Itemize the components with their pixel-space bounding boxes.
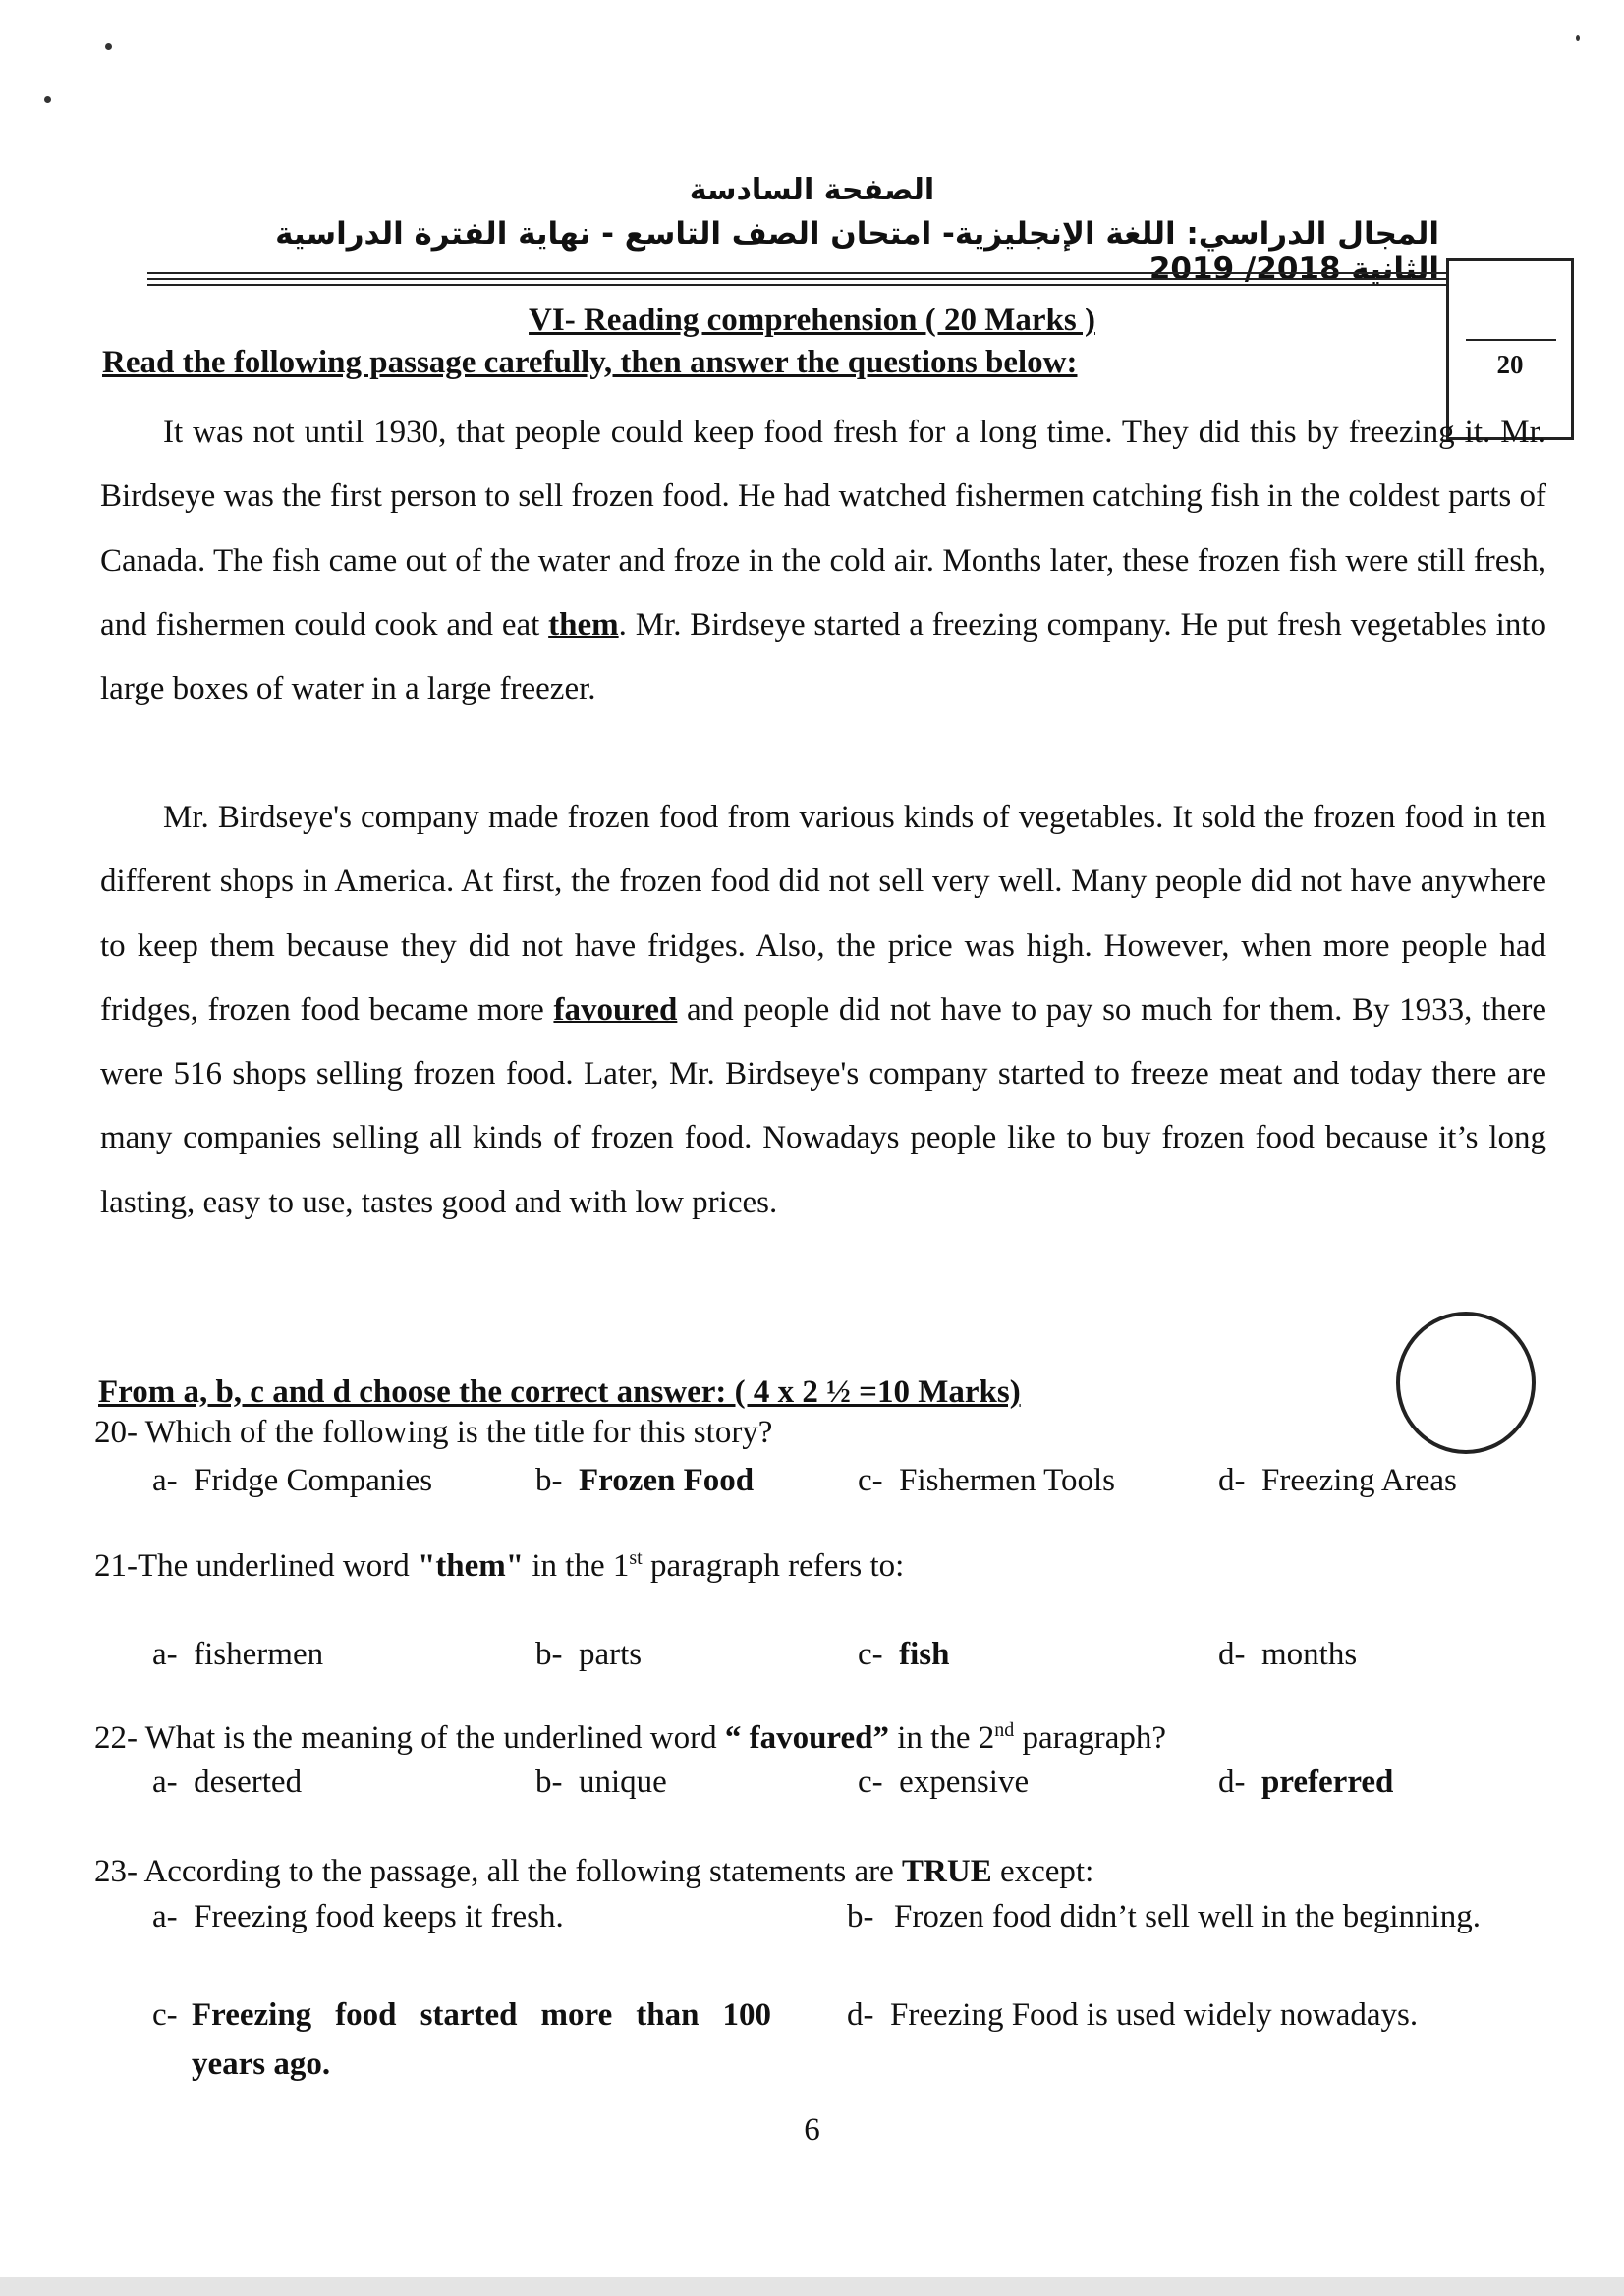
question-22: 22- What is the meaning of the underlined word “ favoured” in the 2nd paragraph? bbox=[94, 1719, 1167, 1756]
question-21: 21-The underlined word "them" in the 1st paragraph refers to: bbox=[94, 1547, 905, 1584]
questions-heading: From a, b, c and d choose the correct answer: ( 4 x 2 ½ =10 Marks) bbox=[98, 1374, 1021, 1410]
q21-option-d: d- months bbox=[1218, 1637, 1358, 1672]
q22-option-d: d- preferred bbox=[1218, 1764, 1394, 1800]
page-number: 6 bbox=[804, 2112, 820, 2148]
underlined-word-favoured: favoured bbox=[553, 991, 678, 1028]
reading-instructions: Read the following passage carefully, then answer the questions below: bbox=[102, 345, 1078, 380]
scan-edge-band bbox=[0, 2277, 1624, 2296]
subject-line: المجال الدراسي: اللغة الإنجليزية- امتحان الصف التاسع - نهاية الفترة الدراسية الثانية 2018/ 2019 bbox=[275, 216, 1439, 287]
marks-score-line bbox=[1466, 339, 1556, 341]
section-title: VI- Reading comprehension ( 20 Marks ) bbox=[529, 303, 1095, 338]
scan-speck bbox=[105, 43, 112, 50]
q23-option-d: d- Freezing Food is used widely nowadays. bbox=[847, 1997, 1419, 2033]
q20-option-c: c- Fishermen Tools bbox=[858, 1463, 1115, 1498]
q22-option-b: b- unique bbox=[535, 1764, 667, 1800]
q20-option-b: b- Frozen Food bbox=[535, 1463, 755, 1498]
q23-option-b: Frozen food didn’t sell well in the beginning. bbox=[894, 1899, 1481, 1934]
divider-line bbox=[147, 272, 1446, 274]
divider-line bbox=[147, 284, 1446, 286]
page-heading: الصفحة السادسة bbox=[689, 173, 935, 207]
q22-option-a: a- deserted bbox=[152, 1764, 303, 1800]
q23-option-c-letter: c- bbox=[152, 1997, 178, 2033]
q20-option-d: d- Freezing Areas bbox=[1218, 1463, 1457, 1498]
q22-option-c: c- expensive bbox=[858, 1764, 1030, 1800]
q23-option-c: Freezing food started more than 100 years ago. bbox=[192, 1997, 771, 2082]
question-23: 23- According to the passage, all the following statements are TRUE except: bbox=[94, 1854, 1094, 1889]
q23-option-a: a- Freezing food keeps it fresh. bbox=[152, 1899, 564, 1934]
q23-option-b-letter: b- bbox=[847, 1899, 874, 1934]
q21-option-c: c- fish bbox=[858, 1637, 950, 1672]
scan-speck bbox=[44, 96, 51, 103]
scan-speck bbox=[1576, 35, 1580, 41]
score-circle bbox=[1396, 1312, 1536, 1454]
marks-total: 20 bbox=[1496, 350, 1524, 379]
q21-option-a: a- fishermen bbox=[152, 1637, 324, 1672]
q21-option-b: b- parts bbox=[535, 1637, 643, 1672]
passage-paragraph-1: It was not until 1930, that people could keep food fresh for a long time. They did this by freezing it. Mr. Birdseye was the first person to sell frozen food. He had watched fishermen catching fish in the coldest parts of Canada. The fish came out of the water and froze in the cold air. Months later, these frozen fish were still fresh, and fishermen could cook and eat them. Mr. Birdseye started a freezing company. He put fresh vegetables into large boxes of water in a large freezer. bbox=[100, 415, 1547, 707]
passage-paragraph-2: Mr. Birdseye's company made frozen food from various kinds of vegetables. It sold the frozen food in ten different shops in America. At first, the frozen food did not sell very well. Many people did not have anywhere to keep them because they did not have fridges. Also, the price was high. However, when more people had fridges, frozen food became more favoured and people did not have to pay so much for them. By 1933, there were 516 shops selling frozen food. Later, Mr. Birdseye's company started to freeze meat and today there are many companies selling all kinds of frozen food. Nowadays people like to buy frozen food because it’s long lasting, easy to use, tastes good and with low prices. bbox=[100, 800, 1547, 1220]
underlined-word-them: them bbox=[548, 606, 619, 643]
divider-line bbox=[147, 278, 1446, 280]
question-20: 20- Which of the following is the title for this story? bbox=[94, 1415, 773, 1450]
q20-option-a: a- Fridge Companies bbox=[152, 1463, 433, 1498]
